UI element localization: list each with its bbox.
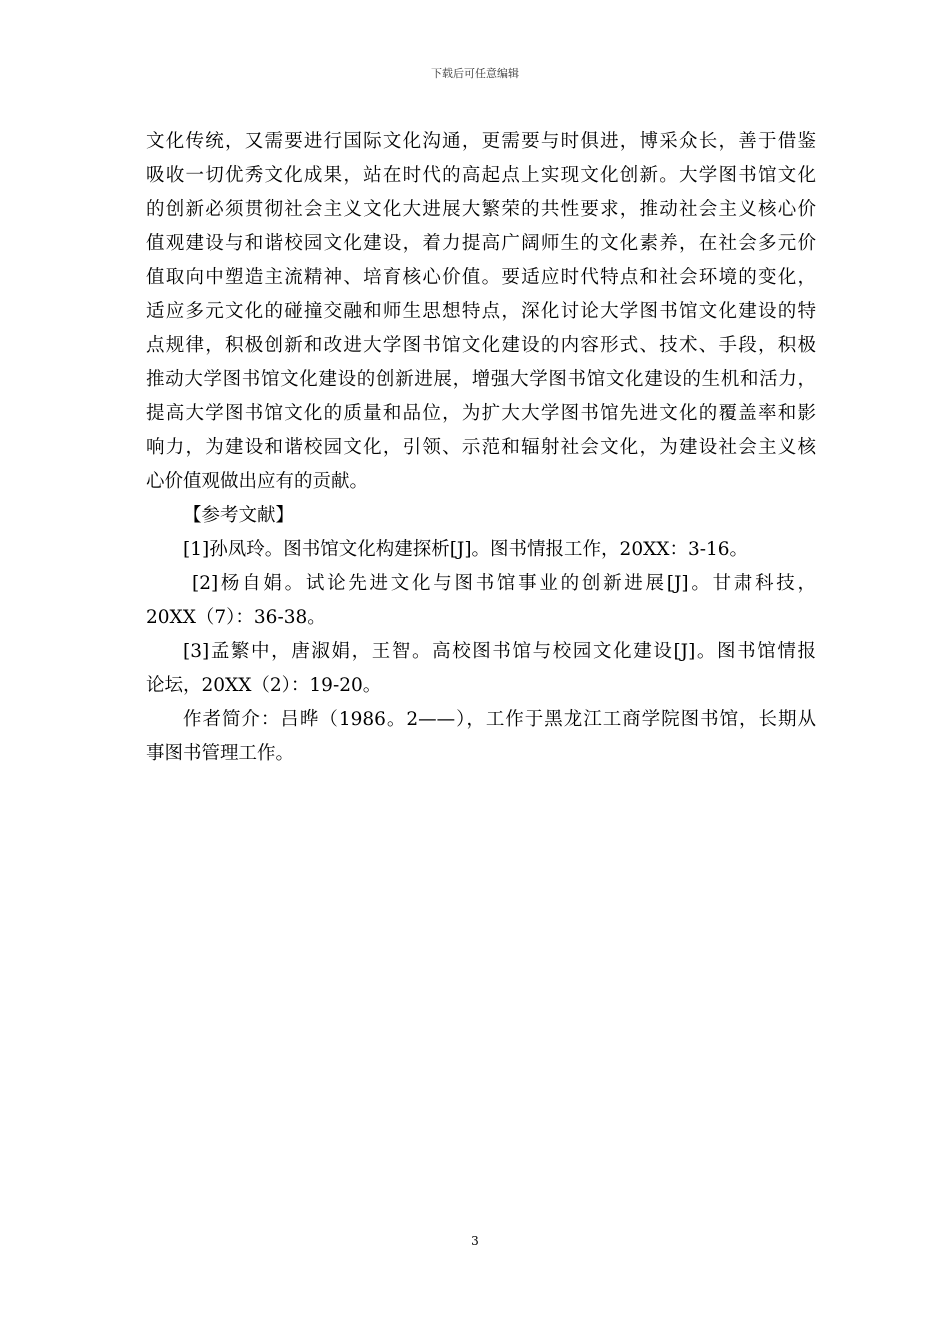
document-body (146, 125, 816, 771)
text-line: 的创新必须贯彻社会主义文化大进展大繁荣的共性要求，推动社会主义核心价 (146, 199, 816, 220)
text-line: 值观建设与和谐校园文化建设，着力提高广阔师生的文化素养，在社会多元价 (146, 233, 816, 254)
reference-line: [3]孟繁中，唐淑娟，王智。高校图书馆与校园文化建设[J]。图书馆情报 (183, 641, 816, 662)
page-header-note: 下载后可任意编辑 (431, 67, 519, 80)
author-intro (146, 703, 816, 771)
text-line: 文化传统，又需要进行国际文化沟通，更需要与时俱进，博采众长，善于借鉴 (146, 131, 816, 152)
text-line: 适应多元文化的碰撞交融和师生思想特点，深化讨论大学图书馆文化建设的特 (146, 301, 816, 322)
author-intro-line: 作者简介：吕晔（1986。2——），工作于黑龙江工商学院图书馆，长期从 (183, 709, 816, 730)
text-line: 吸收一切优秀文化成果，站在时代的高起点上实现文化创新。大学图书馆文化 (146, 165, 816, 186)
reference-item-3 (146, 635, 816, 703)
text-line: 值取向中塑造主流精神、培育核心价值。要适应时代特点和社会环境的变化， (146, 267, 816, 288)
reference-item-2 (146, 567, 816, 635)
reference-item-1 (146, 533, 816, 567)
reference-line: 论坛，20XX（2）：19-20。 (146, 675, 382, 696)
references-heading-block (146, 499, 816, 533)
text-line: 提高大学图书馆文化的质量和品位，为扩大大学图书馆先进文化的覆盖率和影 (146, 403, 816, 424)
text-line: 点规律，积极创新和改进大学图书馆文化建设的内容形式、技术、手段，积极 (146, 335, 816, 356)
reference-line: [1]孙凤玲。图书馆文化构建探析[J]。图书情报工作，20XX：3-16。 (183, 539, 749, 560)
text-line: 推动大学图书馆文化建设的创新进展，增强大学图书馆文化建设的生机和活力， (146, 369, 816, 390)
author-intro-line: 事图书管理工作。 (146, 743, 295, 764)
reference-line: [2]杨自娟。试论先进文化与图书馆事业的创新进展[J]。甘肃科技， (192, 573, 816, 594)
main-paragraph (146, 125, 816, 499)
reference-line: 20XX（7）：36-38。 (146, 607, 326, 628)
references-heading: 【参考文献】 (183, 505, 295, 526)
text-line: 心价值观做出应有的贡献。 (146, 471, 369, 492)
page-number: 3 (471, 1234, 479, 1248)
text-line: 响力，为建设和谐校园文化，引领、示范和辐射社会文化，为建设社会主义核 (146, 437, 816, 458)
